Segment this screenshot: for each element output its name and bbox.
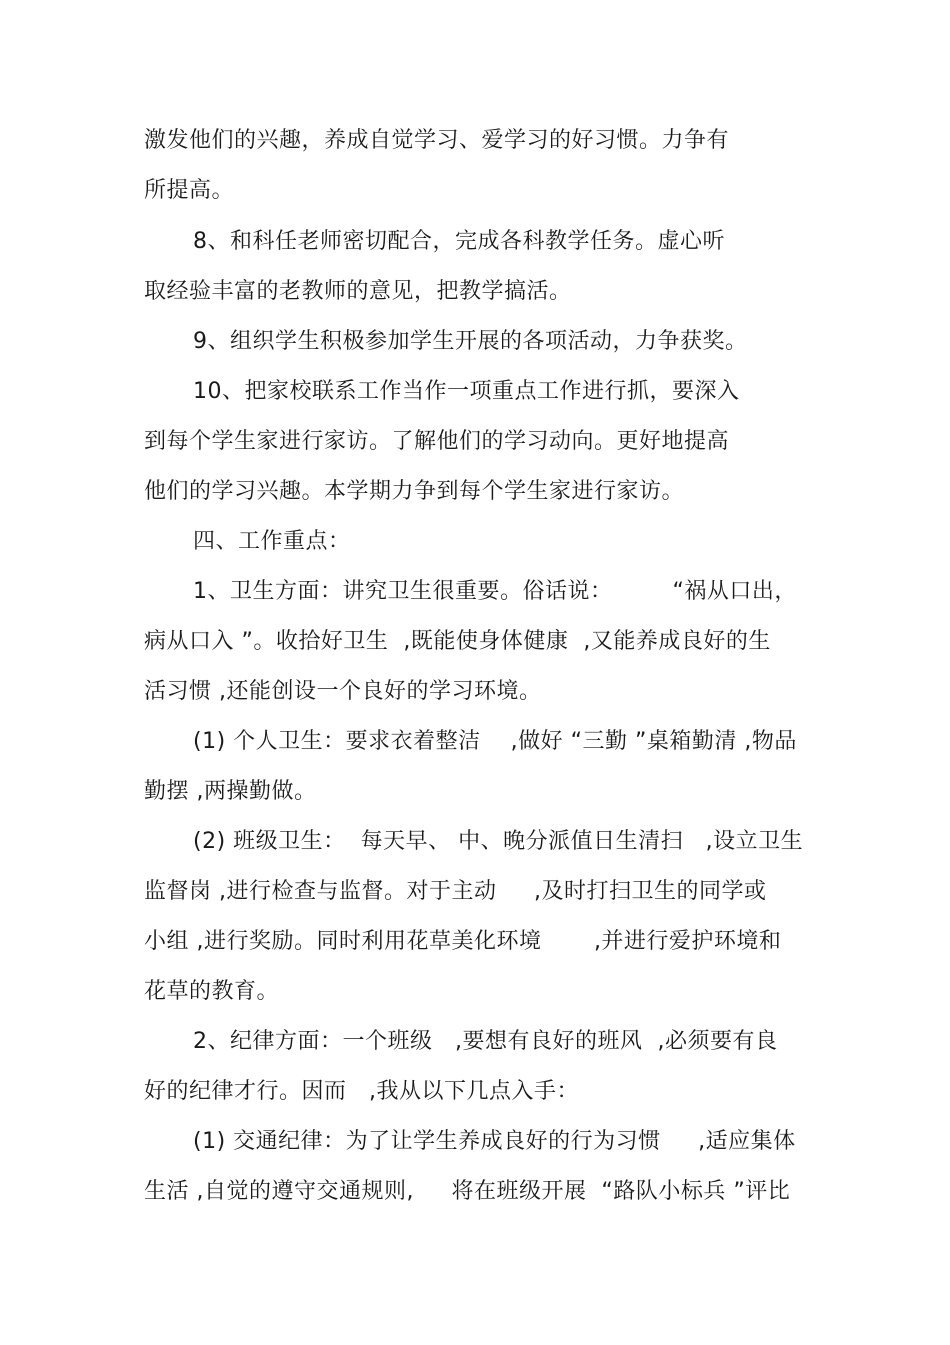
text-line: 取经验丰富的老教师的意见，把教学搞活。 [144,279,572,304]
text-line: 花草的教育。 [144,979,280,1004]
text-line: 监督岗 ,进行检查与监督。对于主动 ,及时打扫卫生的同学或 [144,879,767,904]
text-line: 小组 ,进行奖励。同时利用花草美化环境 ,并进行爱护环境和 [144,929,782,954]
text-line: 他们的学习兴趣。本学期力争到每个学生家进行家访。 [144,479,685,504]
text-line: 病从口入 ”。收拾好卫生 ,既能使身体健康 ,又能养成良好的生 [144,629,771,654]
text-line: 生活 ,自觉的遵守交通规则, 将在班级开展 “路队小标兵 ”评比 [144,1179,791,1204]
text-line: (1) 交通纪律：为了让学生养成良好的行为习惯 ,适应集体 [193,1129,796,1154]
text-line: 激发他们的兴趣，养成自觉学习、爱学习的好习惯。力争有 [144,128,730,153]
text-line: 活习惯 ,还能创设一个良好的学习环境。 [144,679,542,704]
text-line: 10、把家校联系工作当作一项重点工作进行抓，要深入 [193,379,740,404]
text-line: 好的纪律才行。因而 ,我从以下几点入手： [144,1079,579,1104]
text-line: 8、和科任老师密切配合，完成各科教学任务。虚心听 [193,229,725,254]
text-line: 2、纪律方面：一个班级 ,要想有良好的班风 ,必须要有良 [193,1029,778,1054]
text-line: 所提高。 [144,178,235,203]
text-line: (2) 班级卫生： 每天早、 中、晚分派值日生清扫 ,设立卫生 [193,829,804,854]
text-line: (1) 个人卫生：要求衣着整洁 ,做好 “三勤 ”桌箱勤清 ,物品 [193,729,797,754]
text-line: 1、卫生方面：讲究卫生很重要。俗话说： “祸从口出， [193,579,797,604]
text-line: 9、组织学生积极参加学生开展的各项活动，力争获奖。 [193,329,748,354]
text-line: 勤摆 ,两操勤做。 [144,779,317,804]
text-line: 到每个学生家进行家访。了解他们的学习动向。更好地提高 [144,429,730,454]
section-heading: 四、工作重点： [193,529,351,554]
